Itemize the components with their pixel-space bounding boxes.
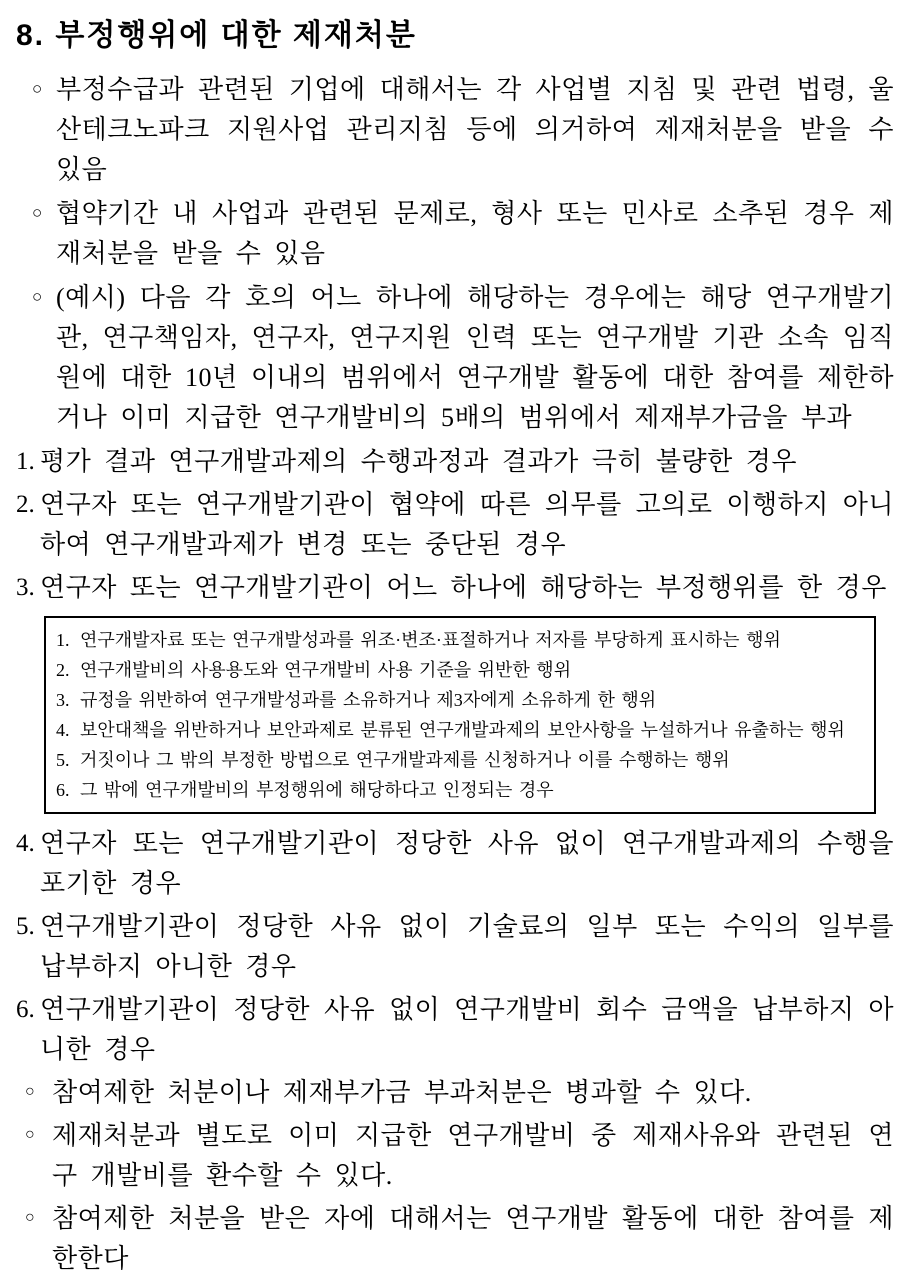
numbered-item (0, 568, 894, 608)
numbered-item (0, 485, 894, 565)
page-title: 8. 부정행위에 대한 제재처분 (16, 19, 417, 52)
bullet-text: (예시) 다음 각 호의 어느 하나에 해당하는 경우에는 해당 연구개발기관, 연구책임자, 연구자, 연구지원 인력 또는 연구개발 기관 소속 임직원에 대한 10년 이내의 범위에서 연구개발 활동에 대한 참여를 제한하거나 이미 지급한 연구개발비의 5배의 범위에서 제재부가금을 부과 (56, 283, 894, 432)
bullet-item (0, 278, 894, 438)
misconduct-definition-box (44, 616, 876, 814)
box-item-text: 그 밖에 연구개발비의 부정행위에 해당하다고 인정되는 경우 (80, 780, 554, 800)
circle-bullet-icon: ○ (25, 1083, 35, 1100)
numbered-item-text: 연구자 또는 연구개발기관이 어느 하나에 해당하는 부정행위를 한 경우 (40, 573, 887, 602)
circle-bullet-icon: ○ (25, 1126, 35, 1143)
box-item (54, 745, 864, 775)
circle-bullet-icon: ○ (32, 79, 43, 98)
numbered-item (0, 824, 894, 904)
item-number: 5. (56, 750, 70, 770)
numbered-item-text: 연구개발기관이 정당한 사유 없이 연구개발비 회수 금액을 납부하지 아니한 경우 (40, 995, 894, 1064)
box-item-text: 연구개발자료 또는 연구개발성과를 위조·변조·표절하거나 저자를 부당하게 표시하는 행위 (80, 630, 781, 650)
numbered-item-text: 연구자 또는 연구개발기관이 정당한 사유 없이 연구개발과제의 수행을 포기한 경우 (40, 829, 894, 898)
box-item (54, 625, 864, 655)
numbered-item-text: 연구자 또는 연구개발기관이 협약에 따른 의무를 고의로 이행하지 아니하여 연구개발과제가 변경 또는 중단된 경우 (40, 490, 894, 559)
box-item-text: 연구개발비의 사용용도와 연구개발비 사용 기준을 위반한 행위 (80, 660, 572, 680)
bullet-item (0, 194, 894, 274)
bullet-item (0, 1116, 894, 1196)
numbered-item (0, 442, 894, 482)
circle-bullet-icon: ○ (25, 1209, 35, 1226)
numbered-item-text: 연구개발기관이 정당한 사유 없이 기술료의 일부 또는 수익의 일부를 납부하지 아니한 경우 (40, 912, 894, 981)
item-number: 2. (56, 660, 70, 680)
numbered-item (0, 990, 894, 1070)
bullet-text: 참여제한 처분이나 제재부가금 부과처분은 병과할 수 있다. (52, 1078, 752, 1107)
bullet-item (0, 1199, 894, 1279)
bullet-text: 부정수급과 관련된 기업에 대해서는 각 사업별 지침 및 관련 법령, 울산테크노파크 지원사업 관리지침 등에 의거하여 제재처분을 받을 수 있음 (56, 75, 894, 184)
numbered-item (0, 907, 894, 987)
box-item (54, 685, 864, 715)
box-item-text: 거짓이나 그 밖의 부정한 방법으로 연구개발과제를 신청하거나 이를 수행하는 행위 (80, 750, 730, 770)
circle-bullet-icon: ○ (32, 203, 43, 222)
item-number: 2. (16, 491, 35, 518)
item-number: 3. (56, 690, 70, 710)
bullet-text: 협약기간 내 사업과 관련된 문제로, 형사 또는 민사로 소추된 경우 제재처분을 받을 수 있음 (56, 199, 894, 268)
box-item (54, 655, 864, 685)
sanction-case-list-top (0, 442, 894, 608)
box-item-text: 규정을 위반하여 연구개발성과를 소유하거나 제3자에게 소유하게 한 행위 (80, 690, 657, 710)
item-number: 4. (16, 830, 35, 857)
bullet-text: 제재처분과 별도로 이미 지급한 연구개발비 중 제재사유와 관련된 연구 개발비를 환수할 수 있다. (52, 1121, 894, 1190)
item-number: 1. (16, 448, 35, 475)
bullet-item (0, 70, 894, 190)
item-number: 1. (56, 630, 70, 650)
item-number: 6. (56, 780, 70, 800)
item-number: 6. (16, 996, 35, 1023)
bullet-text: 참여제한 처분을 받은 자에 대해서는 연구개발 활동에 대한 참여를 제한한다 (52, 1204, 894, 1273)
box-item (54, 715, 864, 745)
supplementary-bullet-list (0, 1073, 894, 1279)
item-number: 3. (16, 574, 35, 601)
item-number: 5. (16, 913, 35, 940)
bullet-item (0, 1073, 894, 1113)
item-number: 4. (56, 720, 70, 740)
box-item-text: 보안대책을 위반하거나 보안과제로 분류된 연구개발과제의 보안사항을 누설하거나 유출하는 행위 (80, 720, 845, 740)
numbered-item-text: 평가 결과 연구개발과제의 수행과정과 결과가 극히 불량한 경우 (40, 447, 798, 476)
box-item (54, 775, 864, 805)
intro-bullet-list (0, 70, 894, 438)
circle-bullet-icon: ○ (32, 287, 43, 306)
sanction-case-list-bottom (0, 824, 894, 1070)
